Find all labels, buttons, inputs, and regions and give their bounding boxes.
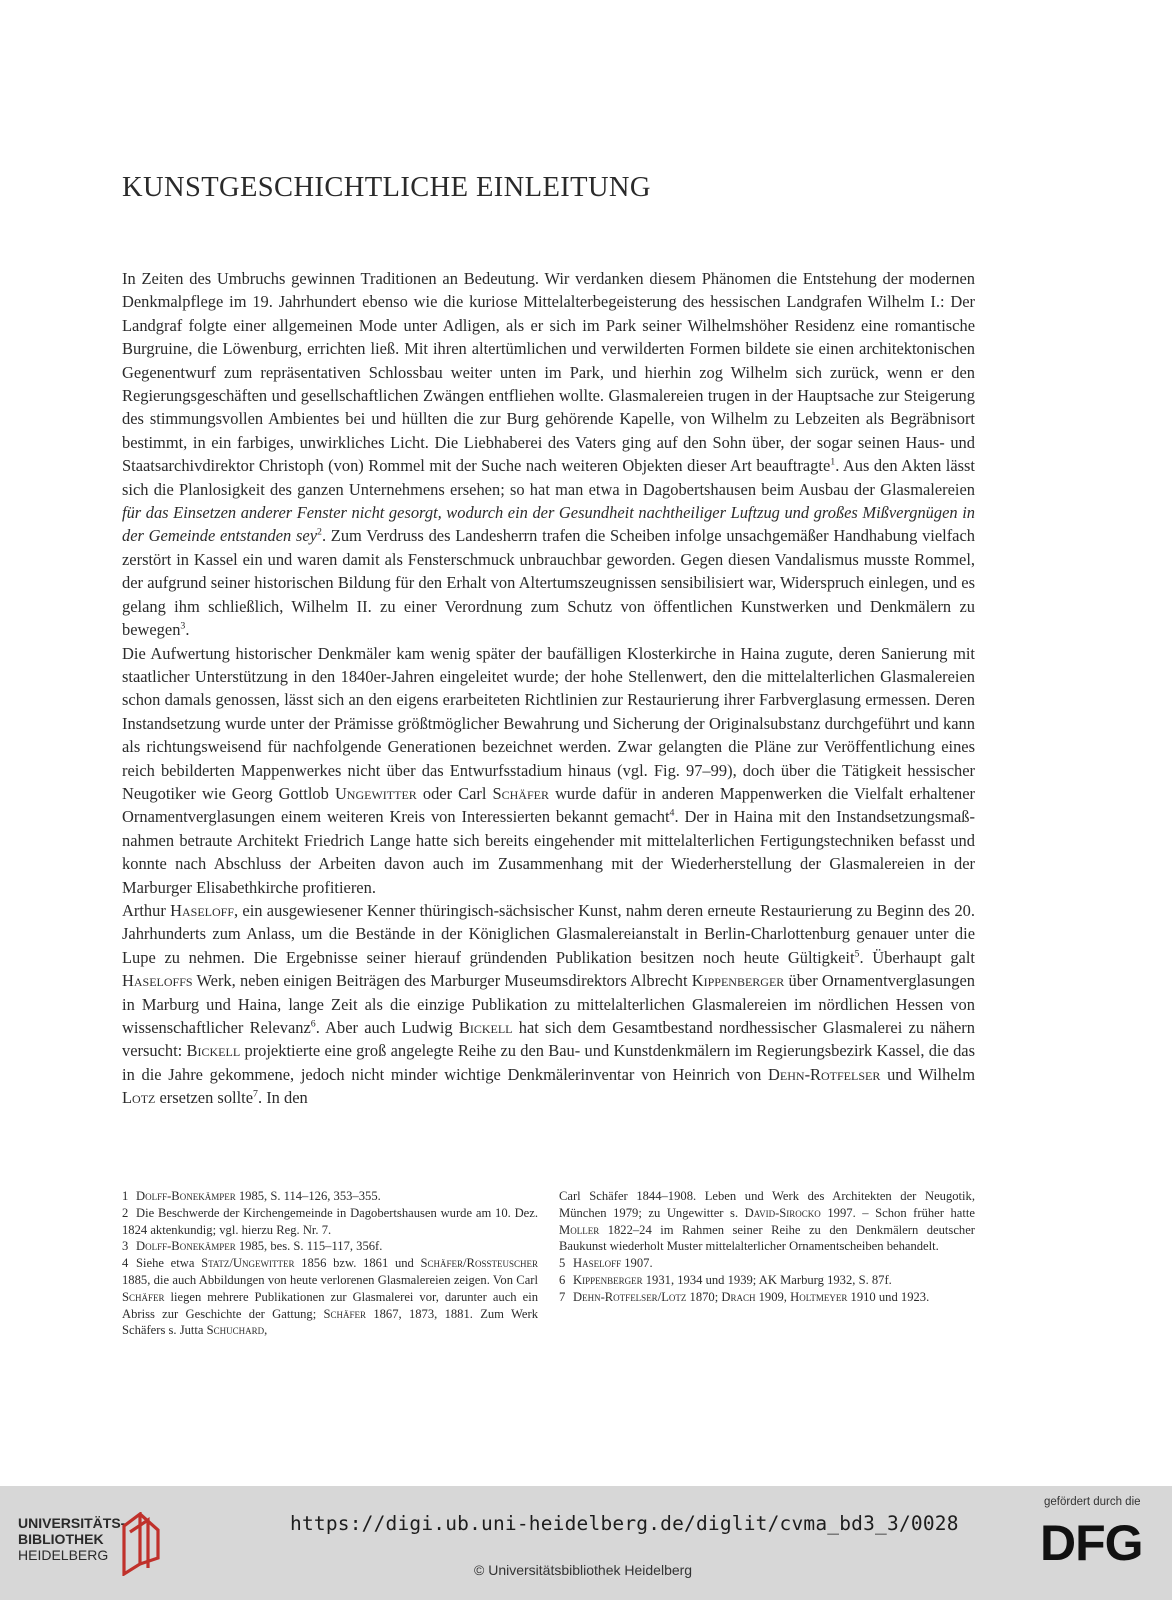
footnote-number: 2 — [122, 1205, 129, 1220]
paragraph-2: Die Aufwertung historischer Denkmäler kam wenig später der baufälligen Klosterkirche in Haina zugute, deren Sanierung mit staatlicher Unterstützung in den 1840er-Jahren eingeleitet wurde; der hohe Stellenwert, den die mittelalterlichen Glasmalereien schon damals genossen, lässt sich an den eigens erarbeiteten Richtlinien zur Restaurierung ihrer Farbverglasung ermessen. Deren Instandsetzung wurde unter der Prämisse größtmöglicher Bewahrung und Sicherung der Originalsubstanz durchgeführt und kann als richtungsweisend für nachfolgende Generationen bezeichnet werden. Zwar gelangten die Pläne zur Veröffentlichung eines reich bebilderten Mappenwerkes nicht über das Entwurfsstadium hinaus (vgl. Fig. 97–99), doch über die Tätigkeit hessischer Neugotiker wie Georg Gottlob Ungewitter oder Carl Schäfer wurde dafür in anderen Mappenwerken die Vielfalt erhaltener Ornamentverglasungen einem weiteren Kreis von Interessierten bekannt gemacht$^4$. Der in Haina mit den Instandsetzungsmaßnahmen betraute Architekt Friedrich Lange hatte sich bereits eingehender mit mittelalterlichen Fertigungstechniken befasst und konnte nach Abschluss der Arbeiten davon auch im Zusammenhang mit der Wiederherstellung der Glasmalereien in der Marburger Elisabethkirche profitieren. — [122, 643, 976, 897]
copyright-text: © Universitätsbibliothek Heidelberg — [474, 1562, 693, 1578]
footnote: 1 Dolff-Bonekämper 1985, S. 114–126, 353–355. — [122, 1189, 381, 1203]
footnote: 6 Kippenberger 1931, 1934 und 1939; AK Marburg 1932, S. 87f. — [559, 1272, 892, 1287]
page-title: KUNSTGESCHICHTLICHE EINLEITUNG — [122, 172, 651, 203]
footnotes — [122, 1188, 975, 1339]
university-library-logo[interactable] — [18, 1512, 168, 1576]
footnote: 5 Haseloff 1907. — [559, 1256, 653, 1271]
footnote-number: 3 — [122, 1239, 129, 1254]
footer-bar — [0, 1486, 1172, 1600]
footnote: 3 Dolff-Bonekämper 1985, bes. S. 115–117, 356f. — [122, 1239, 383, 1254]
footnote-number: 6 — [559, 1272, 566, 1287]
footnote: 7 Dehn-Rotfelser/Lotz 1870; Drach 1909, Holtmeyer 1910 und 1923. — [559, 1289, 930, 1304]
source-url-link[interactable]: https://digi.ub.uni-heidelberg.de/diglit/cvma_bd3_3/0028 — [290, 1512, 959, 1535]
footnote-number: 7 — [559, 1289, 566, 1304]
footnote-number: 4 — [122, 1256, 129, 1271]
dfg-logo[interactable] — [1040, 1496, 1160, 1588]
library-name-line-2: BIBLIOTHEK — [18, 1531, 104, 1547]
funded-by-label: gefördert durch die — [1044, 1496, 1141, 1508]
body-text — [122, 267, 975, 1110]
footnote: 4 Siehe etwa Statz/Ungewitter 1856 bzw. 1861 und Schäfer/Rossteuscher 1885, die auch Abbildungen von heute verlorenen Glasmalereien zeigen. Von Carl Schäfer liegen mehrere Publikationen zur Glasmalerei vor, darunter auch ein Abriss zur Geschichte der Gattung; Schäfer 1867, 1873, 1881. Zum Werk Schäfers s. Jutta Schuchard, — [122, 1256, 538, 1338]
footnotes-right-column — [559, 1188, 975, 1339]
paragraph-3: Arthur Haseloff, ein ausgewiesener Kenner thüringisch-sächsischer Kunst, nahm deren erneute Restaurierung zu Beginn des 20. Jahrhunderts zum Anlass, um die Bestände in der Königlichen Glasmalereianstalt in Berlin-Charlottenburg genauer unter die Lupe zu nehmen. Die Ergebnisse seiner hierauf gründenden Publikation besitzen noch heute Gültigkeit$^5$. Überhaupt galt Haseloffs Werk, neben einigen Beiträgen des Marburger Museumsdirektors Albrecht Kippenberger über Ornamentverglasungen in Marburg und Haina, lange Zeit als die einzige Publikation zu mittelalterlichen Glasmalereien im nördlichen Hessen von wissenschaftlicher Relevanz$^6$. Aber auch Ludwig Bickell hat sich dem Gesamtbestand nordhessischer Glasmalerei zu nähern versucht: Bickell projektierte eine groß angelegte Reihe zu den Bau- und Kunstdenkmälern im Regierungsbezirk Kassel, die das in die Jahre gekommene, jedoch nicht minder wichtige Denkmälerinventar von Heinrich von Dehn-Rotfelser und Wilhelm Lotz ersetzen sollte$^7$. In den — [122, 900, 975, 1108]
footnote-number: 5 — [559, 1256, 566, 1271]
dfg-wordmark: DFG — [1040, 1515, 1143, 1571]
library-name-line-3: HEIDELBERG — [18, 1547, 109, 1563]
footnote: 2 Die Beschwerde der Kirchengemeinde in Dagobertshausen wurde am 10. Dez. 1824 aktenkundig; vgl. hierzu Reg. Nr. 7. — [122, 1205, 538, 1237]
footnote-number: 1 — [122, 1189, 129, 1203]
footnotes-left-column — [122, 1188, 538, 1339]
paragraph-1: In Zeiten des Umbruchs gewinnen Traditionen an Bedeutung. Wir verdanken diesem Phänomen die Entstehung der modernen Denkmalpflege im 19. Jahrhundert ebenso wie die kuriose Mittelalterbegeisterung des hessischen Landgrafen Wilhelm I.: Der Landgraf folgte einer allgemeinen Mode unter Adligen, als er sich im Park seiner Wilhelmshöher Residenz eine romantische Burgruine, die Löwenburg, errichten ließ. Mit ihren altertümlichen und verwilderten Formen bildete sie einen architektonischen Gegenentwurf zum repräsentativen Schlossbau weiter unten im Park, und hierhin zog Wilhelm sich zurück, wenn er den Regierungsgeschäften und gesellschaftlichen Zwängen entfliehen wollte. Glasmalereien trugen in der Hauptsache zur Steigerung des stimmungsvollen Ambientes bei und hüllten die zur Burg gehörende Kapelle, von Wilhelm zu Lebzeiten als Begräbnisort bestimmt, in ein farbiges, unwirkliches Licht. Die Liebhaberei des Vaters ging auf den Sohn über, der sogar seinen Haus- und Staatsarchivdirektor Christoph (von) Rommel mit der Suche nach weiteren Objekten dieser Art beauftragte$^1$. Aus den Akten lässt sich die Planlosigkeit des ganzen Unternehmens ersehen; so hat man etwa in Dagobertshausen beim Ausbau der Glasmalereien für das Einsetzen anderer Fenster nicht gesorgt, wodurch ein der Gesundheit nachtheiliger Luftzug und großes Mißvergnügen in der Gemeinde entstanden sey$^2$. Zum Verdruss des Landesherrn trafen die Scheiben infolge unsachgemäßer Handhabung vielfach zerstört in Kassel ein und waren damit als Fensterschmuck unbrauchbar geworden. Gegen diesen Vandalismus musste Rommel, der aufgrund seiner historischen Bildung für den Erhalt von Altertumszeugnissen sensibilisiert war, Widerspruch einlegen, und es gelang ihm schließlich, Wilhelm II. zu einer Verordnung zum Schutz von öffentlichen Kunstwerken und Denkmälern zu bewegen$^3$. — [122, 269, 975, 640]
footnote: Carl Schäfer 1844–1908. Leben und Werk des Architekten der Neugotik, München 1979; zu Ungewitter s. David-Sirocko 1997. – Schon früher hatte Moller 1822–24 im Rahmen seiner Reihe zu den Denkmälern deutscher Baukunst wiederholt Muster mittelalterlicher Ornamentscheiben behandelt. — [559, 1189, 975, 1254]
library-emblem-icon — [118, 1512, 166, 1576]
library-name — [18, 1515, 125, 1563]
library-name-line-1: UNIVERSITÄTS- — [18, 1515, 126, 1531]
